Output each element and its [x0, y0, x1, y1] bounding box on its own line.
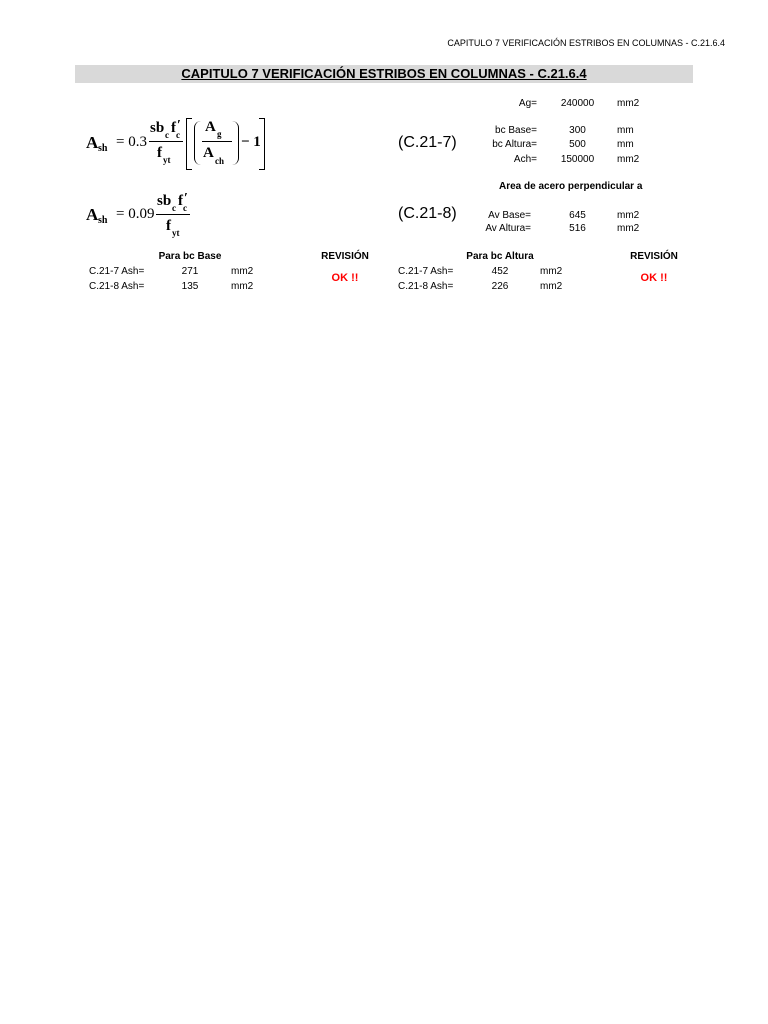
title-bar: [75, 65, 693, 83]
formula1-num-f: f: [171, 120, 176, 136]
altura-row1-label: C.21-7 Ash=: [398, 266, 454, 277]
av-base-unit: mm2: [617, 210, 640, 221]
formula2-prime: ′: [184, 191, 188, 206]
page-title: CAPITULO 7 VERIFICACIÓN ESTRIBOS EN COLUMNAS - C.21.6.4: [181, 66, 587, 81]
formula1-num-f-sub: c: [176, 130, 180, 140]
base-heading: Para bc Base: [158, 251, 222, 262]
base-result-badge: OK !!: [331, 272, 359, 284]
formula1-minus-one: − 1: [241, 134, 261, 150]
ag-label: Ag=: [518, 98, 537, 109]
formula2-den-sub: yt: [172, 228, 180, 238]
formula1-fraction-bar: [149, 141, 183, 142]
formula1-inner-den-sub: ch: [215, 156, 224, 166]
formula2-coef: = 0.09: [116, 206, 155, 222]
formula1-paren-left: [194, 121, 201, 165]
formula1-bracket-left: [186, 118, 192, 170]
altura-row2-unit: mm2: [540, 281, 563, 292]
base-row1-unit: mm2: [231, 266, 254, 277]
formula2-num: sb: [157, 193, 172, 209]
formula1-coef: = 0.3: [116, 134, 147, 150]
formula2-num-sub: c: [172, 203, 176, 213]
altura-row2-value: 226: [491, 281, 509, 292]
formula2-tag: (C.21-8): [398, 205, 457, 222]
formula2-lhs-sub: sh: [98, 215, 108, 226]
formula2-fraction-bar: [156, 214, 190, 215]
av-altura-label: Av Altura=: [485, 223, 531, 234]
formula1-paren-right: [232, 121, 239, 165]
formula1-den-sub: yt: [163, 155, 171, 165]
ag-value: 240000: [560, 98, 595, 109]
formula1-inner-num: A: [205, 119, 216, 135]
formula1-inner-num-sub: g: [217, 129, 222, 139]
formula2-den: f: [166, 218, 171, 234]
altura-revision-heading: REVISIÓN: [630, 251, 678, 262]
altura-row1-unit: mm2: [540, 266, 563, 277]
altura-row1-value: 452: [491, 266, 509, 277]
formula1-num-sub: c: [165, 130, 169, 140]
bc-base-label: bc Base=: [495, 125, 537, 136]
ag-unit: mm2: [617, 98, 640, 109]
formula2-num-f-sub: c: [183, 203, 187, 213]
base-row1-value: 271: [181, 266, 199, 277]
formula1-lhs: A: [86, 133, 99, 152]
formula1-num: sb: [150, 120, 165, 136]
altura-heading: Para bc Altura: [466, 251, 534, 262]
bc-base-value: 300: [569, 125, 586, 136]
av-base-value: 645: [569, 210, 586, 221]
formula1-tag: (C.21-7): [398, 134, 457, 151]
bc-altura-unit: mm: [617, 139, 634, 150]
av-altura-unit: mm2: [617, 223, 640, 234]
base-revision-heading: REVISIÓN: [321, 251, 369, 262]
altura-row2-label: C.21-8 Ash=: [398, 281, 454, 292]
formula1-inner-den: A: [203, 145, 214, 161]
ach-label: Ach=: [513, 154, 537, 165]
formula1-inner-fraction-bar: [202, 141, 232, 142]
formula2-num-f: f: [178, 193, 183, 209]
formula2-lhs: A: [86, 205, 99, 224]
base-row1-label: C.21-7 Ash=: [89, 266, 145, 277]
base-row2-value: 135: [181, 281, 199, 292]
area-heading: Area de acero perpendicular a: [499, 181, 643, 192]
running-header: CAPITULO 7 VERIFICACIÓN ESTRIBOS EN COLUMNAS - C.21.6.4: [447, 38, 725, 48]
formula1-prime: ′: [177, 118, 181, 133]
formula1-bracket-right: [259, 118, 265, 170]
ach-value: 150000: [560, 154, 595, 165]
bc-altura-value: 500: [569, 139, 586, 150]
base-row2-label: C.21-8 Ash=: [89, 281, 145, 292]
bc-base-unit: mm: [617, 125, 634, 136]
av-altura-value: 516: [569, 223, 586, 234]
formula1-den: f: [157, 145, 162, 161]
altura-result-badge: OK !!: [640, 272, 668, 284]
av-base-label: Av Base=: [488, 210, 531, 221]
formula1-lhs-sub: sh: [98, 143, 108, 154]
ach-unit: mm2: [617, 154, 640, 165]
bc-altura-label: bc Altura=: [492, 139, 537, 150]
base-row2-unit: mm2: [231, 281, 254, 292]
